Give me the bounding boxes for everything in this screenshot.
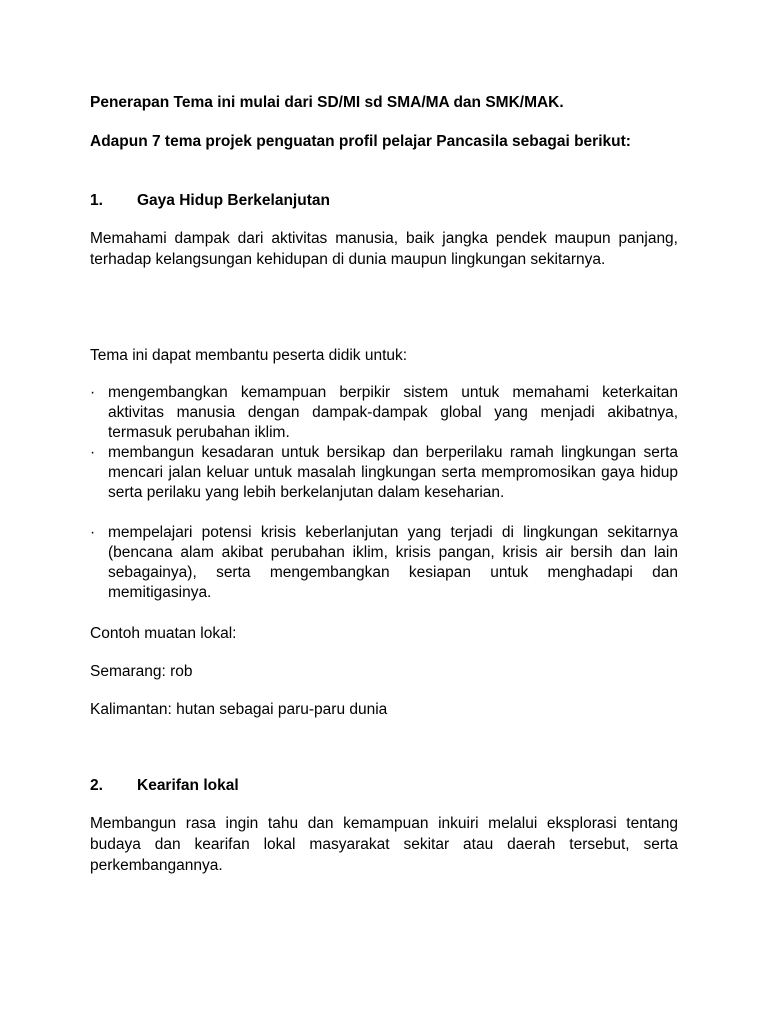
section-2-number: 2. <box>90 777 103 794</box>
bullet-text: mempelajari potensi krisis keberlanjutan yang terjadi di lingkungan sekitarnya (bencana alam akibat perubahan iklim, krisis pangan, krisis air bersih dan lain sebagainya), serta mengembangkan kesiapan untuk menghadapi dan memitigasinya. <box>108 524 678 601</box>
bullet-item <box>90 383 678 443</box>
section-1-description: Memahami dampak dari aktivitas manusia, baik jangka pendek maupun panjang, terhadap kelangsungan kehidupan di dunia maupun lingkungan sekitarnya. <box>90 230 678 268</box>
intro-paragraph: Penerapan Tema ini mulai dari SD/MI sd SMA/MA dan SMK/MAK. <box>90 94 564 111</box>
section-2-heading <box>90 775 678 796</box>
section-1-heading <box>90 190 678 211</box>
bullet-marker: · <box>90 524 96 541</box>
bullet-text: membangun kesadaran untuk bersikap dan berperilaku ramah lingkungan serta mencari jalan keluar untuk masalah lingkungan serta mempromosikan gaya hidup serta perilaku yang lebih berkelanjutan dalam keseharian. <box>108 444 678 501</box>
bullet-marker: · <box>90 444 96 461</box>
section-1-title: Gaya Hidup Berkelanjutan <box>137 192 330 209</box>
section-1-help-intro: Tema ini dapat membantu peserta didik untuk: <box>90 347 408 364</box>
bullet-text: mengembangkan kemampuan berpikir sistem untuk memahami keterkaitan aktivitas manusia dengan dampak-dampak global yang menjadi akibatnya, termasuk perubahan iklim. <box>108 384 678 441</box>
local-example-semarang: Semarang: rob <box>90 663 193 680</box>
bullet-item <box>90 443 678 503</box>
section-1-number: 1. <box>90 192 103 209</box>
bullet-marker: · <box>90 384 96 401</box>
section-2-description: Membangun rasa ingin tahu dan kemampuan inkuiri melalui eksplorasi tentang budaya dan kearifan lokal masyarakat sekitar atau daerah tersebut, serta perkembangannya. <box>90 815 678 874</box>
bullet-item <box>90 523 678 603</box>
themes-intro-paragraph: Adapun 7 tema projek penguatan profil pelajar Pancasila sebagai berikut: <box>90 133 631 150</box>
section-2-title: Kearifan lokal <box>137 777 239 794</box>
local-content-intro: Contoh muatan lokal: <box>90 625 237 642</box>
local-example-kalimantan: Kalimantan: hutan sebagai paru-paru dunia <box>90 701 388 718</box>
